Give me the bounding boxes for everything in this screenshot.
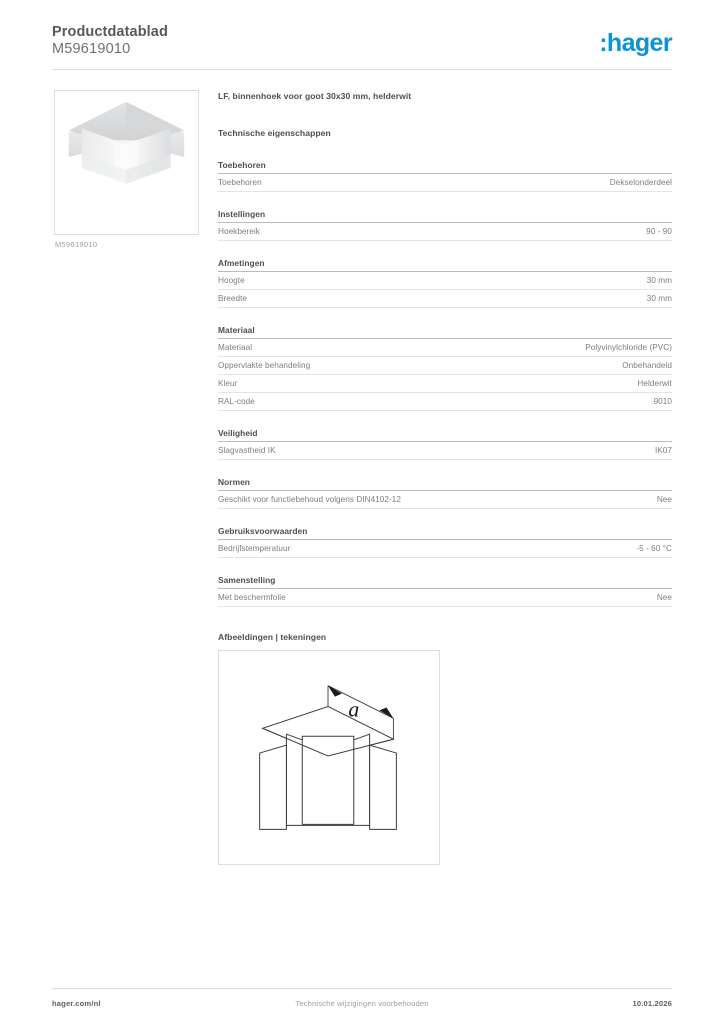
- spec-value: Nee: [656, 494, 672, 504]
- spec-section: [218, 325, 672, 411]
- spec-value: Nee: [656, 592, 672, 602]
- page-title: Productdatablad: [52, 24, 168, 40]
- spec-section-title: Veiligheid: [218, 428, 672, 442]
- footer-divider: [52, 988, 672, 989]
- spec-label: Toebehoren: [218, 177, 262, 187]
- corner-piece-photo: [55, 91, 198, 234]
- spec-row: [218, 375, 672, 393]
- main-content: [218, 90, 672, 865]
- spec-section-title: Gebruiksvoorwaarden: [218, 526, 672, 540]
- spec-value: Helderwit: [637, 378, 672, 388]
- hager-logo[interactable]: :hager: [599, 29, 672, 57]
- spec-label: Materiaal: [218, 342, 253, 352]
- spec-row: [218, 589, 672, 607]
- dimension-label: a: [348, 697, 360, 722]
- spec-value: Polyvinylchloride (PVC): [585, 342, 672, 352]
- spec-row: [218, 174, 672, 192]
- spec-section: [218, 428, 672, 460]
- spec-row: [218, 393, 672, 411]
- spec-section: [218, 575, 672, 607]
- spec-value: IK07: [654, 445, 672, 455]
- spec-label: Kleur: [218, 378, 238, 388]
- product-image-caption: M59619010: [55, 240, 98, 249]
- technical-drawing: [218, 650, 440, 865]
- spec-value: 30 mm: [646, 293, 672, 303]
- spec-row: [218, 272, 672, 290]
- spec-value: -5 - 60 °C: [636, 543, 672, 553]
- spec-label: Geschikt voor functiebehoud volgens DIN4102-12: [218, 494, 401, 504]
- product-reference: M59619010: [52, 41, 131, 57]
- page-header: [52, 24, 672, 70]
- page-footer: [52, 999, 672, 1013]
- footer-date: 10.01.2026: [632, 999, 672, 1008]
- spec-label: RAL-code: [218, 396, 255, 406]
- spec-label: Breedte: [218, 293, 248, 303]
- spec-label: Slagvastheid IK: [218, 445, 276, 455]
- drawings-heading: Afbeeldingen | tekeningen: [218, 632, 327, 642]
- footer-disclaimer: Technische wijzigingen voorbehouden: [295, 999, 429, 1008]
- spec-section-title: Samenstelling: [218, 575, 672, 589]
- product-name: LF, binnenhoek voor goot 30x30 mm, helderwit: [218, 91, 412, 101]
- spec-row: [218, 491, 672, 509]
- spec-section: [218, 477, 672, 509]
- spec-label: Met beschermfolie: [218, 592, 286, 602]
- spec-value: Onbehandeld: [622, 360, 672, 370]
- spec-label: Hoogte: [218, 275, 245, 285]
- spec-section-title: Materiaal: [218, 325, 672, 339]
- spec-row: [218, 290, 672, 308]
- spec-section: [218, 209, 672, 241]
- footer-website-link[interactable]: hager.com/nl: [52, 999, 101, 1008]
- spec-section-title: Instellingen: [218, 209, 672, 223]
- spec-section: [218, 526, 672, 558]
- product-image: [54, 90, 199, 235]
- spec-row: [218, 223, 672, 241]
- spec-value: Dekselonderdeel: [609, 177, 672, 187]
- spec-value: 9010: [653, 396, 672, 406]
- spec-row: [218, 540, 672, 558]
- corner-piece-line-drawing: [219, 651, 439, 864]
- specifications-table: [218, 160, 672, 607]
- spec-section: [218, 160, 672, 192]
- spec-row: [218, 442, 672, 460]
- spec-label: Hoekbereik: [218, 226, 260, 236]
- spec-section: [218, 258, 672, 308]
- spec-label: Oppervlakte behandeling: [218, 360, 311, 370]
- spec-section-title: Toebehoren: [218, 160, 672, 174]
- spec-row: [218, 339, 672, 357]
- spec-value: 90 - 90: [646, 226, 672, 236]
- spec-section-title: Normen: [218, 477, 672, 491]
- spec-row: [218, 357, 672, 375]
- spec-section-title: Afmetingen: [218, 258, 672, 272]
- spec-label: Bedrijfstemperatuur: [218, 543, 291, 553]
- technical-properties-heading: Technische eigenschappen: [218, 128, 331, 138]
- header-divider: [52, 69, 672, 70]
- spec-value: 30 mm: [646, 275, 672, 285]
